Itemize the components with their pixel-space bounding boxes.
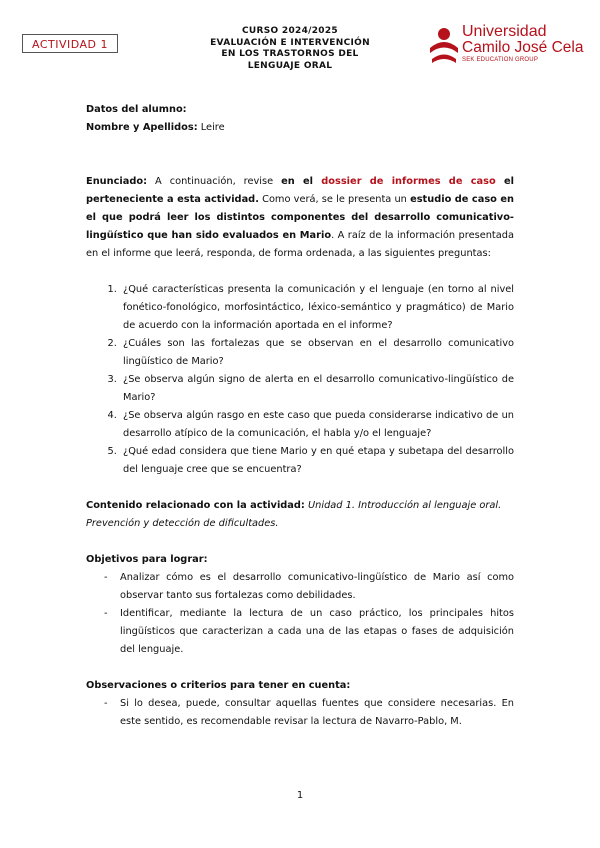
enunciado-text-2: en el [281,176,322,187]
objetivos-heading: Objetivos para lograr: [86,554,208,565]
objetivos-list [86,569,514,659]
university-logo [428,24,588,70]
logo-line-1: Universidad [462,23,547,40]
question-item: 5. ¿Qué edad considera que tiene Mario y en qué etapa y subetapa del desarrollo del lenguaje cree que se encuentra? [120,443,514,479]
enunciado-text-5: Como verá, se le presenta un [258,194,411,205]
logo-line-2: Camilo José Cela [462,39,584,56]
enunciado-text-1: A continuación, revise [155,176,282,187]
document-body [86,101,514,731]
contenido-value: Unidad 1. Introducción al lenguaje oral. Prevención y detección de dificultades. [86,500,502,529]
enunciado-text-6: estudio de caso en el que podrá leer los distintos componentes del desarrollo comunicativo-lingüístico que han sido evaluados en Mario [86,194,514,241]
student-heading: Datos del alumno: [86,104,187,115]
observacion-text: Si lo desea, puede, consultar aquellas fuentes que considere necesarias. En este sentido, es recomendable revisar la lectura de Navarro-Pablo, M. [120,698,514,727]
ucjc-emblem-icon [428,26,460,66]
course-header [190,26,390,72]
question-item: 3. ¿Se observa algún signo de alerta en el desarrollo comunicativo-lingüístico de Mario? [120,371,514,407]
course-line: EVALUACIÓN E INTERVENCIÓN [210,37,370,48]
objetivo-text: Identificar, mediante la lectura de un caso práctico, los principales hitos lingüísticos que caracterizan a cada una de las etapas o fases de adquisición del lenguaje. [120,608,514,655]
enunciado-text-7: . A raíz de la información presentada en el informe que leerá, responda, de forma ordenada, a las siguientes preguntas: [86,230,514,259]
logo-line-3: SEK EDUCATION GROUP [462,57,539,63]
question-item: 4. ¿Se observa algún rasgo en este caso que pueda considerarse indicativo de un desarrollo atípico de la comunicación, el habla y/o el lenguaje? [120,407,514,443]
page-number: 1 [296,790,304,801]
observaciones-heading: Observaciones o criterios para tener en cuenta: [86,680,351,691]
course-line: CURSO 2024/2025 [242,26,338,36]
contenido-label: Contenido relacionado con la actividad: [86,500,305,511]
name-value: Leire [200,122,225,133]
contenido-paragraph [86,497,514,533]
objetivo-item: - Identificar, mediante la lectura de un caso práctico, los principales hitos lingüísticos que caracterizan a cada una de las etapas o fases de adquisición del lenguaje. [104,608,514,655]
questions-list [86,281,514,479]
question-item: 2. ¿Cuáles son las fortalezas que se observan en el desarrollo comunicativo lingüístico de Mario? [120,335,514,371]
objetivo-text: Analizar cómo es el desarrollo comunicativo-lingüístico de Mario así como observar tanto sus fortalezas como debilidades. [120,572,514,601]
observacion-item: - Si lo desea, puede, consultar aquellas fuentes que considere necesarias. En este sentido, es recomendable revisar la lectura de Navarro-Pablo, M. [104,698,514,727]
enunciado-label: Enunciado: [86,176,148,187]
question-item: 1. ¿Qué características presenta la comunicación y el lenguaje (en torno al nivel fonético-fonológico, morfosintáctico, léxico-semántico y pragmático) de Mario de acuerdo con la información aportada en el informe? [120,281,514,335]
student-name-line [86,119,514,137]
activity-badge: ACTIVIDAD 1 [22,34,118,53]
objetivo-item: - Analizar cómo es el desarrollo comunicativo-lingüístico de Mario así como observar tanto sus fortalezas como debilidades. [104,572,514,601]
dossier-link-text: dossier de informes de caso [321,176,496,187]
observaciones-list [86,695,514,731]
enunciado-paragraph [86,173,514,263]
enunciado-text-4: el perteneciente a esta actividad. [86,176,514,205]
course-line: EN LOS TRASTORNOS DEL [221,49,359,59]
name-label: Nombre y Apellidos: [86,122,198,133]
course-line: LENGUAJE ORAL [247,60,333,71]
